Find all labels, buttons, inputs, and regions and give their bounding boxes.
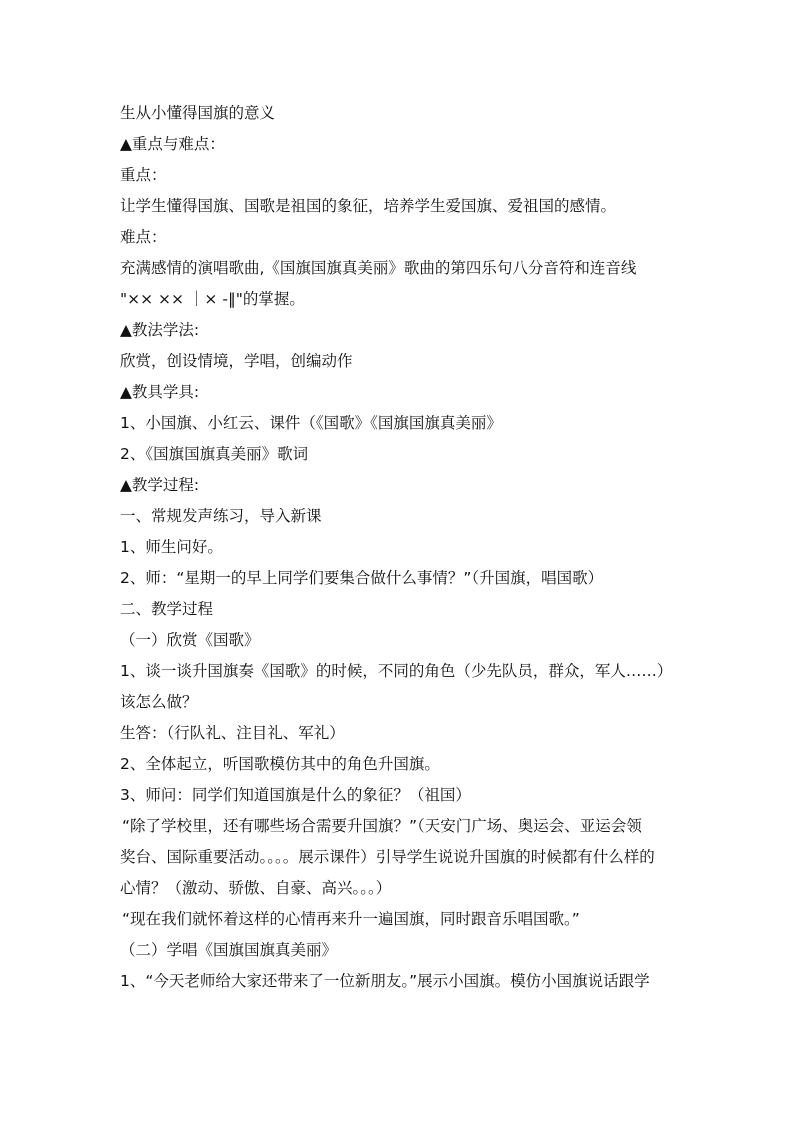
text-line: 2、《国旗国旗真美丽》歌词: [120, 445, 309, 463]
text-line: “除了学校里，还有哪些场合需要升国旗？”（天安门广场、奥运会、亚运会领: [122, 817, 642, 835]
text-line: 该怎么做？: [120, 693, 198, 711]
section-heading: ▲重点与难点：: [120, 135, 225, 153]
music-notation-line: "×× ×× ｜× -‖"的掌握。: [120, 290, 305, 308]
text-line: 充满感情的演唱歌曲,《国旗国旗真美丽》歌曲的第四乐句八分音符和连音线: [120, 259, 637, 277]
text-line: 生答：（行队礼、注目礼、军礼）: [120, 724, 345, 742]
section-heading: ▲教法学法:: [120, 321, 200, 339]
text-line: “现在我们就怀着这样的心情再来升一遍国旗，同时跟音乐唱国歌。”: [122, 910, 580, 928]
text-line: 欣赏，创设情境，学唱，创编动作: [120, 352, 353, 370]
document-body: [120, 98, 680, 997]
text-line: 难点：: [120, 228, 167, 246]
text-line: 1、师生问好。: [120, 538, 223, 556]
text-line: 2、师：“星期一的早上同学们要集合做什么事情？”（升国旗，唱国歌）: [120, 569, 604, 587]
section-heading: ▲教具学具:: [120, 383, 200, 401]
section-heading: ▲教学过程:: [120, 476, 200, 494]
text-line: 生从小懂得国旗的意义: [120, 104, 276, 122]
text-line: 1、小国旗、小红云、课件（《国歌》《国旗国旗真美丽》: [120, 414, 502, 432]
text-line: 1、谈一谈升国旗奏《国歌》的时候，不同的角色（少先队员，群众，军人……）: [120, 662, 673, 680]
text-line: 一、常规发声练习，导入新课: [120, 507, 322, 525]
text-line: （一）欣赏《国歌》: [120, 631, 260, 649]
text-line: 2、全体起立，听国歌模仿其中的角色升国旗。: [120, 755, 440, 773]
text-line: 奖台、国际重要活动。。。。展示课件）引导学生说说升国旗的时候都有什么样的: [120, 848, 655, 866]
text-line: 1、“今天老师给大家还带来了一位新朋友。”展示小国旗。模仿小国旗说话跟学: [120, 972, 650, 990]
text-line: 3、师问：同学们知道国旗是什么的象征？（祖国）: [120, 786, 471, 804]
text-line: 让学生懂得国旗、国歌是祖国的象征，培养学生爱国旗、爱祖国的感情。: [120, 197, 617, 215]
text-line: 二、教学过程: [120, 600, 214, 618]
text-line: 重点：: [120, 166, 167, 184]
text-line: 心情？（激动、骄傲、自豪、高兴。。。）: [120, 879, 392, 897]
text-line: （二）学唱《国旗国旗真美丽》: [120, 941, 338, 959]
